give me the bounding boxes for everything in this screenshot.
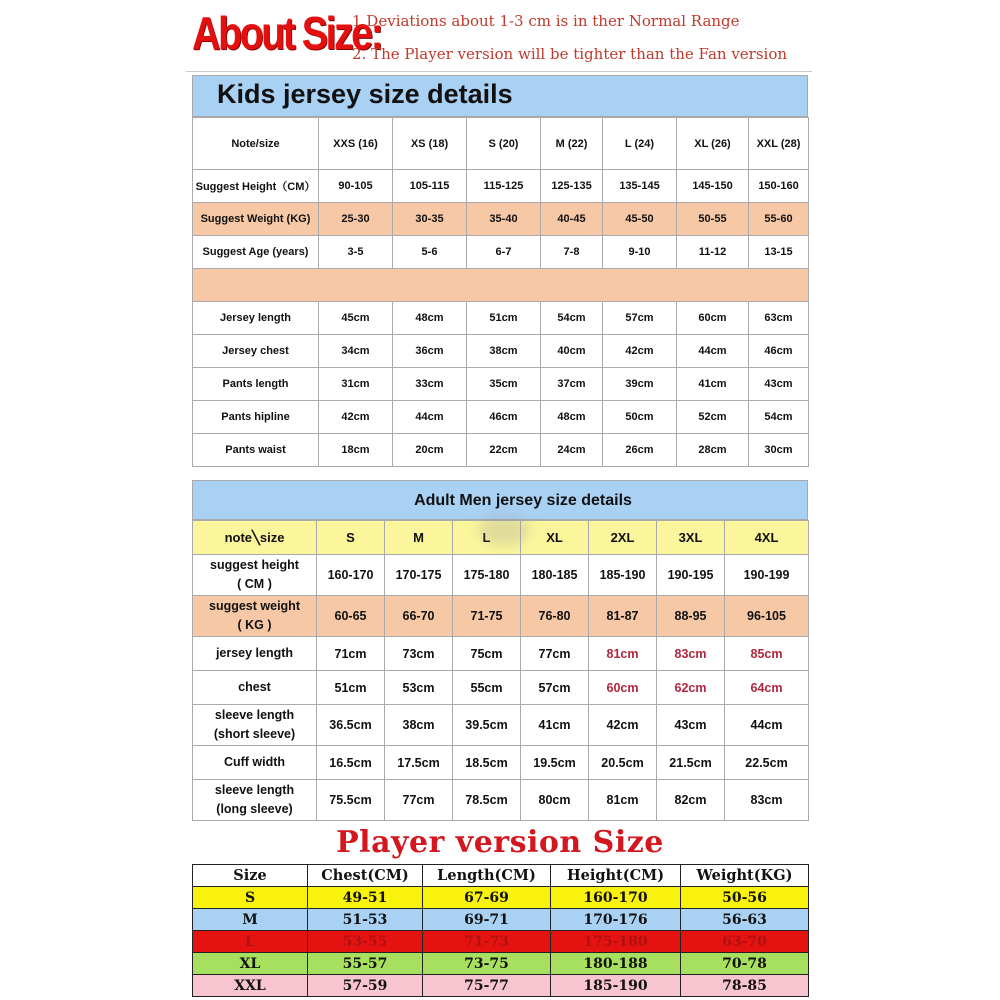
adult-cell: 77cm: [385, 780, 453, 821]
player-cell: 160-170: [551, 887, 681, 909]
adult-cell: 80cm: [521, 780, 589, 821]
adult-cell: 42cm: [589, 705, 657, 746]
kids-divider-row: [193, 269, 809, 302]
kids-cell: 41cm: [677, 368, 749, 401]
adult-row-label: [193, 705, 317, 746]
player-cell: 69-71: [423, 909, 551, 931]
adult-row: [193, 596, 809, 637]
adult-row-label: [193, 596, 317, 637]
adult-header-size: 2XL: [589, 521, 657, 555]
adult-cell: 83cm: [657, 637, 725, 671]
kids-cell: 63cm: [749, 302, 809, 335]
kids-header-size: XS (18): [393, 118, 467, 170]
player-header-cell: Length(CM): [423, 865, 551, 887]
kids-cell: 135-145: [603, 170, 677, 203]
kids-cell: 22cm: [467, 434, 541, 467]
kids-cell: 11-12: [677, 236, 749, 269]
adult-row: [193, 671, 809, 705]
kids-cell: 46cm: [749, 335, 809, 368]
player-cell: 71-73: [423, 931, 551, 953]
adult-cell: 60cm: [589, 671, 657, 705]
player-row: [193, 887, 809, 909]
player-cell: 185-190: [551, 975, 681, 997]
adult-cell: 22.5cm: [725, 746, 809, 780]
kids-cell: 50-55: [677, 203, 749, 236]
player-cell: 53-55: [308, 931, 423, 953]
adult-cell: 18.5cm: [453, 746, 521, 780]
kids-row-label: Suggest Age (years): [193, 236, 319, 269]
kids-cell: 33cm: [393, 368, 467, 401]
adult-cell: 55cm: [453, 671, 521, 705]
adult-cell: 81cm: [589, 637, 657, 671]
adult-cell: 76-80: [521, 596, 589, 637]
kids-cell: 18cm: [319, 434, 393, 467]
kids-header-row: [193, 118, 809, 170]
kids-suggest-row: [193, 170, 809, 203]
adult-cell: 190-199: [725, 555, 809, 596]
kids-row-label: Jersey length: [193, 302, 319, 335]
adult-cell: 185-190: [589, 555, 657, 596]
adult-row: [193, 637, 809, 671]
adult-cell: 43cm: [657, 705, 725, 746]
kids-cell: 7-8: [541, 236, 603, 269]
kids-cell: 30-35: [393, 203, 467, 236]
adult-row-label: [193, 671, 317, 705]
kids-cell: 40cm: [541, 335, 603, 368]
kids-cell: 115-125: [467, 170, 541, 203]
adult-cell: 82cm: [657, 780, 725, 821]
adult-cell: 53cm: [385, 671, 453, 705]
kids-row-label: Pants length: [193, 368, 319, 401]
adult-header-size: XL: [521, 521, 589, 555]
kids-cell: 45cm: [319, 302, 393, 335]
adult-row-label-line: (long sleeve): [216, 802, 293, 816]
kids-suggest-row: [193, 236, 809, 269]
player-cell: 55-57: [308, 953, 423, 975]
player-cell: 51-53: [308, 909, 423, 931]
adult-row-label: [193, 637, 317, 671]
player-cell: 78-85: [681, 975, 809, 997]
player-size-title-bar: [192, 822, 808, 864]
player-cell: 50-56: [681, 887, 809, 909]
adult-cell: 88-95: [657, 596, 725, 637]
adult-row-label-line: suggest height: [210, 558, 299, 572]
player-row: [193, 953, 809, 975]
adult-cell: 83cm: [725, 780, 809, 821]
kids-size-table: [192, 117, 809, 467]
adult-cell: 71-75: [453, 596, 521, 637]
player-size-label: S: [193, 887, 308, 909]
kids-row-label: Pants hipline: [193, 401, 319, 434]
adult-header-size: 3XL: [657, 521, 725, 555]
kids-cell: 24cm: [541, 434, 603, 467]
kids-cell: 28cm: [677, 434, 749, 467]
kids-cell: 45-50: [603, 203, 677, 236]
adult-cell: 81-87: [589, 596, 657, 637]
player-size-label: XL: [193, 953, 308, 975]
adult-cell: 36.5cm: [317, 705, 385, 746]
adult-row-label-line: jersey length: [215, 646, 294, 660]
player-cell: 170-176: [551, 909, 681, 931]
kids-suggest-row: [193, 203, 809, 236]
adult-row-label-line: sleeve length: [214, 708, 295, 722]
adult-row: [193, 746, 809, 780]
player-cell: 180-188: [551, 953, 681, 975]
adult-row-label: [193, 555, 317, 596]
player-size-label: M: [193, 909, 308, 931]
player-row: [193, 931, 809, 953]
adult-row: [193, 780, 809, 821]
adult-header-size: M: [385, 521, 453, 555]
adult-row-label-line: suggest weight: [209, 599, 300, 613]
adult-cell: 85cm: [725, 637, 809, 671]
kids-measure-row: [193, 401, 809, 434]
about-note-2: 2. The Player version will be tighter than the Fan version: [352, 45, 788, 63]
kids-row-label: Suggest Weight (KG): [193, 203, 319, 236]
kids-cell: 26cm: [603, 434, 677, 467]
player-header-row: [193, 865, 809, 887]
kids-cell: 20cm: [393, 434, 467, 467]
kids-header-size: XXS (16): [319, 118, 393, 170]
player-cell: 57-59: [308, 975, 423, 997]
kids-cell: 48cm: [393, 302, 467, 335]
adult-cell: 160-170: [317, 555, 385, 596]
kids-cell: 40-45: [541, 203, 603, 236]
adult-size-table: [192, 520, 809, 821]
adult-cell: 180-185: [521, 555, 589, 596]
player-size-title: Player version Size: [336, 825, 664, 860]
player-header-cell: Height(CM): [551, 865, 681, 887]
kids-cell: 90-105: [319, 170, 393, 203]
kids-header-size: S (20): [467, 118, 541, 170]
adult-header-label: note╲size: [193, 521, 317, 555]
kids-cell: 54cm: [541, 302, 603, 335]
kids-cell: 42cm: [319, 401, 393, 434]
adult-cell: 16.5cm: [317, 746, 385, 780]
adult-cell: 75.5cm: [317, 780, 385, 821]
player-size-label: XXL: [193, 975, 308, 997]
adult-cell: 39.5cm: [453, 705, 521, 746]
kids-cell: 48cm: [541, 401, 603, 434]
adult-cell: 41cm: [521, 705, 589, 746]
kids-measure-row: [193, 302, 809, 335]
kids-cell: 44cm: [393, 401, 467, 434]
kids-header-size: M (22): [541, 118, 603, 170]
adult-cell: 81cm: [589, 780, 657, 821]
kids-cell: 6-7: [467, 236, 541, 269]
player-row: [193, 975, 809, 997]
player-header-cell: Size: [193, 865, 308, 887]
adult-cell: 71cm: [317, 637, 385, 671]
kids-header-size: XL (26): [677, 118, 749, 170]
kids-cell: 50cm: [603, 401, 677, 434]
kids-row-label: Jersey chest: [193, 335, 319, 368]
adult-cell: 44cm: [725, 705, 809, 746]
kids-cell: 51cm: [467, 302, 541, 335]
kids-cell: 44cm: [677, 335, 749, 368]
player-cell: 49-51: [308, 887, 423, 909]
player-cell: 67-69: [423, 887, 551, 909]
adult-cell: 51cm: [317, 671, 385, 705]
adult-cell: 62cm: [657, 671, 725, 705]
adult-cell: 190-195: [657, 555, 725, 596]
kids-measure-row: [193, 368, 809, 401]
kids-cell: 57cm: [603, 302, 677, 335]
kids-cell: 31cm: [319, 368, 393, 401]
adult-header-size: L: [453, 521, 521, 555]
kids-cell: 25-30: [319, 203, 393, 236]
kids-cell: 35-40: [467, 203, 541, 236]
adult-size-title-bar: [192, 480, 808, 520]
adult-cell: 57cm: [521, 671, 589, 705]
adult-header-size: S: [317, 521, 385, 555]
player-header-cell: Weight(KG): [681, 865, 809, 887]
kids-measure-row: [193, 434, 809, 467]
kids-cell: 35cm: [467, 368, 541, 401]
adult-cell: 175-180: [453, 555, 521, 596]
kids-cell: 42cm: [603, 335, 677, 368]
kids-cell: 105-115: [393, 170, 467, 203]
adult-row-label-line: (short sleeve): [213, 727, 296, 741]
kids-cell: 13-15: [749, 236, 809, 269]
adult-cell: 60-65: [317, 596, 385, 637]
player-row: [193, 909, 809, 931]
kids-cell: 150-160: [749, 170, 809, 203]
kids-cell: 60cm: [677, 302, 749, 335]
kids-size-title-bar: [192, 75, 808, 117]
kids-cell: 125-135: [541, 170, 603, 203]
adult-cell: 73cm: [385, 637, 453, 671]
adult-row-label-line: ( CM ): [237, 577, 272, 591]
adult-cell: 38cm: [385, 705, 453, 746]
adult-row-label: [193, 780, 317, 821]
kids-cell: 36cm: [393, 335, 467, 368]
about-note-1: 1.Deviations about 1-3 cm is in ther Normal Range: [352, 12, 740, 30]
kids-header-label: Note/size: [193, 118, 319, 170]
adult-cell: 20.5cm: [589, 746, 657, 780]
kids-cell: 52cm: [677, 401, 749, 434]
kids-cell: 43cm: [749, 368, 809, 401]
kids-cell: 54cm: [749, 401, 809, 434]
adult-cell: 64cm: [725, 671, 809, 705]
kids-cell: 30cm: [749, 434, 809, 467]
kids-row-label: Pants waist: [193, 434, 319, 467]
adult-cell: 66-70: [385, 596, 453, 637]
adult-cell: 19.5cm: [521, 746, 589, 780]
about-size-title: About Size:: [192, 7, 382, 59]
adult-cell: 75cm: [453, 637, 521, 671]
player-size-table: [192, 864, 809, 997]
adult-row: [193, 705, 809, 746]
kids-divider-cell: [193, 269, 809, 302]
adult-cell: 96-105: [725, 596, 809, 637]
player-header-cell: Chest(CM): [308, 865, 423, 887]
kids-cell: 46cm: [467, 401, 541, 434]
adult-row-label-line: Cuff width: [223, 755, 286, 769]
adult-cell: 170-175: [385, 555, 453, 596]
player-cell: 73-75: [423, 953, 551, 975]
kids-cell: 38cm: [467, 335, 541, 368]
header-divider: [186, 71, 812, 72]
kids-cell: 37cm: [541, 368, 603, 401]
kids-cell: 55-60: [749, 203, 809, 236]
adult-cell: 21.5cm: [657, 746, 725, 780]
player-cell: 63-70: [681, 931, 809, 953]
player-cell: 56-63: [681, 909, 809, 931]
adult-row-label-line: ( KG ): [237, 618, 272, 632]
adult-cell: 17.5cm: [385, 746, 453, 780]
kids-cell: 39cm: [603, 368, 677, 401]
kids-size-title: Kids jersey size details: [217, 79, 513, 109]
adult-row-label-line: chest: [238, 680, 271, 694]
kids-header-size: L (24): [603, 118, 677, 170]
kids-measure-row: [193, 335, 809, 368]
adult-row: [193, 555, 809, 596]
adult-row-label-line: sleeve length: [214, 783, 295, 797]
kids-cell: 145-150: [677, 170, 749, 203]
kids-cell: 5-6: [393, 236, 467, 269]
adult-row-label: [193, 746, 317, 780]
photo-glare-spot: [478, 515, 530, 545]
kids-cell: 9-10: [603, 236, 677, 269]
adult-header-size: 4XL: [725, 521, 809, 555]
player-size-label: L: [193, 931, 308, 953]
kids-row-label: Suggest Height（CM）: [193, 170, 319, 203]
kids-cell: 3-5: [319, 236, 393, 269]
adult-cell: 78.5cm: [453, 780, 521, 821]
adult-size-title: Adult Men jersey size details: [414, 492, 632, 509]
player-cell: 175-180: [551, 931, 681, 953]
kids-cell: 34cm: [319, 335, 393, 368]
about-size-header: [0, 0, 1000, 74]
player-cell: 75-77: [423, 975, 551, 997]
adult-cell: 77cm: [521, 637, 589, 671]
kids-header-size: XXL (28): [749, 118, 809, 170]
player-cell: 70-78: [681, 953, 809, 975]
